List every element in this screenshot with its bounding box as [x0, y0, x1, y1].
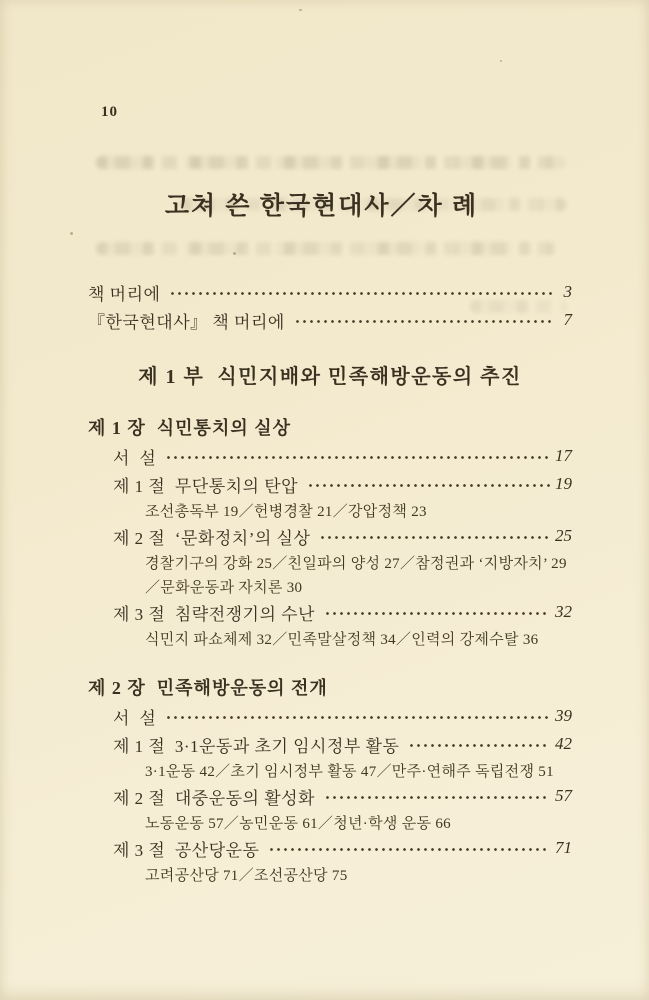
dot-leader	[324, 782, 550, 810]
part-heading: 제 1 부 식민지배와 민족해방운동의 추진	[138, 366, 522, 388]
toc-entry	[88, 442, 572, 470]
toc-entry	[88, 522, 572, 550]
paper-speck	[299, 9, 302, 11]
toc-entry	[88, 598, 572, 626]
toc-subentry: 노동운동 57／농민운동 61／청년·학생 운동 66	[145, 815, 451, 832]
toc-entry-label: 제 3 절 침략전쟁기의 수난	[113, 604, 315, 624]
bleedthrough-text	[96, 242, 556, 255]
toc-entry	[88, 702, 572, 730]
toc-subentry: 고려공산당 71／조선공산당 75	[145, 867, 348, 884]
toc-entry-page: 7	[563, 310, 572, 329]
toc-entry	[88, 834, 572, 862]
dot-leader	[294, 306, 553, 334]
table-of-contents	[88, 278, 572, 886]
toc-entry-page: 57	[555, 786, 572, 805]
dot-leader	[165, 442, 550, 470]
dot-leader	[169, 278, 553, 306]
toc-entry-label: 『한국현대사』 책 머리에	[88, 312, 285, 332]
toc-subentry: 조선총독부 19／헌병경찰 21／강압정책 23	[145, 503, 427, 520]
toc-entry-label: 제 2 절 대중운동의 활성화	[113, 788, 315, 808]
toc-entry-page: 19	[555, 474, 572, 493]
chapter-1-title: 제 1 장 식민통치의 실상	[88, 418, 291, 438]
toc-entry-page: 71	[555, 838, 572, 857]
toc-entry	[88, 306, 572, 334]
toc-entry-label: 서 설	[113, 708, 157, 728]
toc-entry-label: 제 1 절 3·1운동과 초기 임시정부 활동	[113, 736, 400, 756]
toc-entry-page: 42	[555, 734, 572, 753]
toc-entry-label: 책 머리에	[88, 284, 161, 304]
bleedthrough-text	[96, 156, 566, 169]
toc-subentry: 식민지 파쇼체제 32／민족말살정책 34／인력의 강제수탈 36	[145, 631, 539, 648]
toc-entry-page: 25	[555, 526, 572, 545]
toc-entry-page: 32	[555, 602, 572, 621]
toc-entry	[88, 278, 572, 306]
toc-subentry: 3·1운동 42／초기 임시정부 활동 47／만주·연해주 독립전쟁 51	[145, 763, 554, 780]
dot-leader	[408, 730, 550, 758]
toc-entry	[88, 470, 572, 498]
paper-speck	[500, 60, 502, 62]
toc-subentry: 경찰기구의 강화 25／친일파의 양성 27／참정권과 ‘지방자치’ 29	[145, 555, 567, 572]
page-title: 고쳐 쓴 한국현대사／차 례	[164, 193, 479, 220]
dot-leader	[268, 834, 550, 862]
toc-entry-label: 서 설	[113, 448, 157, 468]
dot-leader	[319, 522, 550, 550]
toc-entry-label: 제 3 절 공산당운동	[113, 840, 260, 860]
toc-entry	[88, 782, 572, 810]
toc-entry	[88, 730, 572, 758]
toc-entry-label: 제 1 절 무단통치의 탄압	[113, 476, 299, 496]
toc-entry-page: 3	[563, 282, 572, 301]
dot-leader	[307, 470, 550, 498]
toc-subentry: ／문화운동과 자치론 30	[145, 579, 303, 596]
dot-leader	[165, 702, 550, 730]
chapter-2-title: 제 2 장 민족해방운동의 전개	[88, 678, 328, 698]
dot-leader	[324, 598, 550, 626]
toc-entry-page: 39	[555, 706, 572, 725]
page-number: 10	[101, 104, 118, 120]
paper-speck	[70, 232, 73, 235]
toc-entry-label: 제 2 절 ‘문화정치’의 실상	[113, 528, 311, 548]
toc-entry-page: 17	[555, 446, 572, 465]
